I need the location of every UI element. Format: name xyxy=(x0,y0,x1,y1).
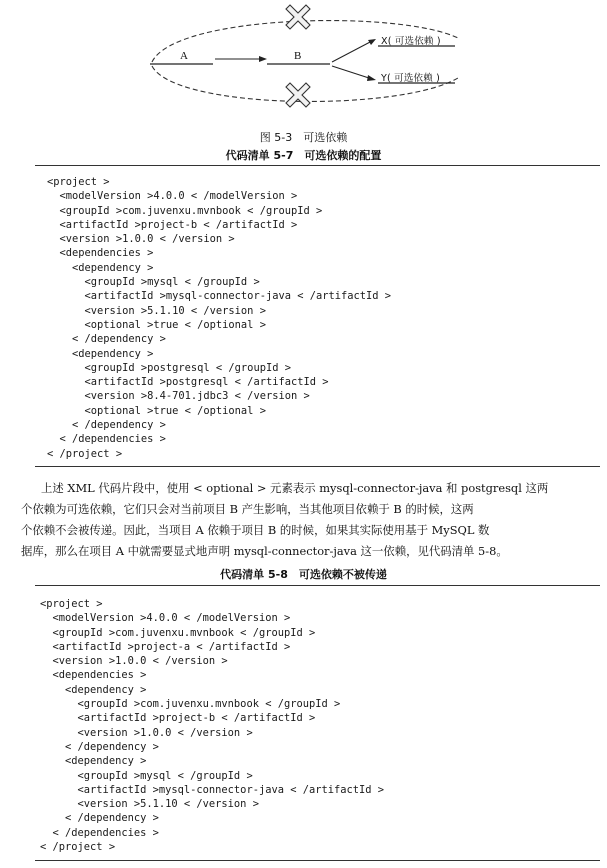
code-line: <dependency > xyxy=(40,755,147,768)
paragraph-line: 据库，那么在项目 A 中就需要显式地声明 mysql-connector-java 这一依赖，见代码清单 5-8。 xyxy=(21,544,508,558)
code-line: < /dependency > xyxy=(40,812,159,825)
listing-5-8-top-rule xyxy=(35,585,600,586)
cross-icon-bottom xyxy=(286,83,310,107)
code-line: <version >5.1.10 < /version > xyxy=(40,798,259,811)
code-line: <groupId >mysql < /groupId > xyxy=(47,276,260,289)
arrow-b-y xyxy=(332,66,372,79)
cross-icon-top xyxy=(286,5,310,29)
listing-5-7-bottom-rule xyxy=(35,466,600,467)
code-line: <artifactId >project-b < /artifactId > xyxy=(47,218,298,231)
code-line: <groupId >com.juvenxu.mvnbook < /groupId > xyxy=(40,698,341,711)
listing-5-7-code xyxy=(47,175,391,461)
code-line: <dependency > xyxy=(40,683,147,696)
code-line: <artifactId >mysql-connector-java < /artifactId > xyxy=(40,783,385,796)
code-line: <groupId >com.juvenxu.mvnbook < /groupId > xyxy=(47,204,323,217)
code-line: <optional >true < /optional > xyxy=(47,404,266,417)
listing-5-8-title: 代码清单 5-8 可选依赖不被传递 xyxy=(220,568,387,581)
code-line: < /dependency > xyxy=(40,740,159,753)
code-line: <version >1.0.0 < /version > xyxy=(40,655,228,668)
paragraph-line: 个依赖为可选依赖，它们只会对当前项目 B 产生影响，当其他项目依赖于 B 的时候，这两 xyxy=(21,502,474,516)
arrow-b-y-head xyxy=(367,75,376,81)
code-line: <modelVersion >4.0.0 < /modelVersion > xyxy=(47,190,298,203)
listing-5-7-title: 代码清单 5-7 可选依赖的配置 xyxy=(225,149,382,162)
code-line: <artifactId >project-a < /artifactId > xyxy=(40,640,291,653)
code-line: <dependencies > xyxy=(40,669,147,682)
code-line: <project > xyxy=(40,598,103,610)
code-line: <project > xyxy=(47,176,110,188)
listing-5-7-top-rule xyxy=(35,165,600,166)
node-y-label: Y( 可选依赖 ) xyxy=(381,73,441,84)
code-line: <artifactId >postgresql < /artifactId > xyxy=(47,376,329,389)
listing-5-8-code xyxy=(40,597,384,854)
arrow-b-x xyxy=(332,41,372,62)
code-line: < /project > xyxy=(47,447,123,460)
code-line: <version >1.0.0 < /version > xyxy=(40,726,253,739)
code-line: <dependency > xyxy=(47,261,154,274)
code-line: <artifactId >mysql-connector-java < /artifactId > xyxy=(47,290,392,303)
code-line: < /dependency > xyxy=(47,419,166,432)
node-b-label: B xyxy=(294,50,302,62)
body-paragraph xyxy=(21,478,605,562)
code-line: <version >5.1.10 < /version > xyxy=(47,304,266,317)
code-line: < /dependencies > xyxy=(40,826,159,839)
code-line: <groupId >mysql < /groupId > xyxy=(40,769,253,782)
code-line: <version >1.0.0 < /version > xyxy=(47,233,235,246)
code-line: < /dependency > xyxy=(47,333,166,346)
code-line: <groupId >com.juvenxu.mvnbook < /groupId > xyxy=(40,626,316,639)
paragraph-line: 上述 XML 代码片段中，使用 < optional > 元素表示 mysql-connector-java 和 postgresql 这两 xyxy=(41,481,549,495)
code-line: < /project > xyxy=(40,841,116,854)
code-line: <dependency > xyxy=(47,347,154,360)
diagram-graphics xyxy=(0,0,607,122)
dependency-diagram xyxy=(0,0,607,122)
code-line: <artifactId >project-b < /artifactId > xyxy=(40,712,316,725)
arrow-a-b-head xyxy=(259,56,267,62)
code-line: <modelVersion >4.0.0 < /modelVersion > xyxy=(40,612,291,625)
node-x-label: X( 可选依赖 ) xyxy=(381,36,441,47)
paragraph-line: 个依赖不会被传递。因此，当项目 A 依赖于项目 B 的时候，如果其实际使用基于 MySQL 数 xyxy=(21,523,490,537)
code-line: <version >8.4-701.jdbc3 < /version > xyxy=(47,390,310,403)
code-line: <groupId >postgresql < /groupId > xyxy=(47,361,291,374)
arrow-b-x-head xyxy=(368,39,376,45)
code-line: <optional >true < /optional > xyxy=(47,318,266,331)
node-a-label: A xyxy=(180,50,188,62)
listing-5-8-bottom-rule xyxy=(35,860,600,861)
code-line: < /dependencies > xyxy=(47,433,166,446)
code-line: <dependencies > xyxy=(47,247,154,260)
figure-caption: 图 5-3 可选依赖 xyxy=(259,131,348,144)
